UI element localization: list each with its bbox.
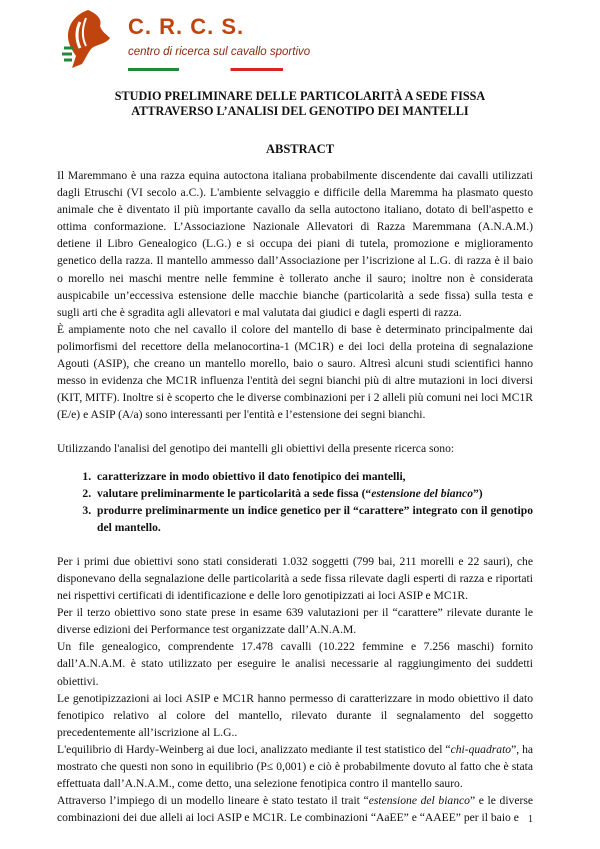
title-line-1: STUDIO PRELIMINARE DELLE PARTICOLARITÀ A SEDE FISSA <box>114 89 486 103</box>
list-item: 3. produrre preliminarmente un indice genetico per il “carattere” integrato con il genotipo del mantello. <box>94 502 533 536</box>
paragraph: L'equilibrio di Hardy-Weinberg ai due loci, analizzato mediante il test statistico del “chi-quadrato”, ha mostrato che questi non sono in equilibrio (P≤ 0,001) e ciò è probabilmente dovuto al fatto che è stata effettuata dall’A.N.A.M., come detto, una selezione fenotipica contro il mantello sauro. <box>57 742 534 791</box>
title-line-2: ATTRAVERSO L’ANALISI DEL GENOTIPO DEI MANTELLI <box>131 104 469 118</box>
logo-name: C. R. C. S. <box>128 14 245 39</box>
tricolor-line <box>128 68 283 71</box>
paragraph: Utilizzando l'analisi del genotipo dei mantelli gli obiettivi della presente ricerca sono: <box>57 442 455 456</box>
horse-head-logo-icon <box>58 8 116 72</box>
paragraph: Il Maremmano è una razza equina autoctona italiana probabilmente discendente dai cavalli utilizzati dagli Etruschi (VI secolo a.C.). L'ambiente selvaggio e difficile della Maremma ha plasmato questo animale che è diventato il più importante cavallo da sella autoctono italiano, dotato di bell'aspetto e ottima conformazione. L’Associazione Nazionale Allevatori di Razza Maremmana (A.N.A.M.) detiene il Libro Genealogico (L.G.) e si occupa dei piani di tutela, promozione e miglioramento genetico della razza. Il mantello ammesso dall’Associazione per l’iscrizione al L.G. di razza è il baio o morello nei maschi mentre nelle femmine è tollerato anche il sauro; inoltre non è considerata auspicabile un’eccessiva estensione delle macchie bianche (particolarità a sede fissa) sulla testa e sugli arti che è sgradita agli allevatori e mal valutata dai giudici e dagli esperti di razza. <box>57 169 533 319</box>
paragraph: Attraverso l’impiego di un modello lineare è stato testato il trait “estensione del bianco” e le diverse combinazioni dei due alleli ai loci ASIP e MC1R. Le combinazioni “AaEE” e “AAEE” per il baio e <box>57 794 534 825</box>
crcs-logo <box>58 8 311 72</box>
paragraph: Per i primi due obiettivi sono stati considerati 1.032 soggetti (799 bai, 211 morelli e 22 sauri), che disponevano della segnalazione delle particolarità a sede fissa rilevate dagli esperti di razza e riportati nei rispettivi certificati di identificazione e delle loro genotipizzati ai loci ASIP e MC1R. <box>57 554 533 603</box>
paragraph: È ampiamente noto che nel cavallo il colore del mantello di base è determinato principalmente dai polimorfismi del recettore della melanocortina-1 (MC1R) e dei loci della proteina di segnalazione Agouti (ASIP), che creano un mantello morello, baio o sauro. Altresì alcuni studi scientifici hanno messo in evidenza che MC1R influenza l'entità dei segni bianchi più di altre mutazioni in loci diversi (KIT, MITF). Inoltre si è scoperto che le diverse combinazioni per i 2 alleli più comuni nei loci MC1R (E/e) e ASIP (A/a) sono interessanti per l'entità e l’estensione dei segni bianchi. <box>57 322 533 422</box>
paragraph: Un file genealogico, comprendente 17.478 cavalli (10.222 femmine e 7.256 maschi) fornito dall’A.N.A.M. è stato utilizzato per eseguire le analisi necessarie al raggiungimento dei suddetti obiettivi. <box>57 640 533 688</box>
page-number: 1 <box>528 814 533 825</box>
paragraph: Per il terzo obiettivo sono state prese in esame 639 valutazioni per il “carattere” rilevate durante le diverse edizioni dei Performance test organizzate dall’A.N.A.M. <box>57 606 533 637</box>
abstract-body <box>57 167 533 826</box>
list-item: 2. valutare preliminarmente le particolarità a sede fissa (“estensione del bianco”) <box>94 485 533 502</box>
objectives-list <box>57 468 533 536</box>
document-title <box>40 89 560 119</box>
abstract-heading: ABSTRACT <box>265 142 335 156</box>
logo-subtitle: centro di ricerca sul cavallo sportivo <box>128 46 311 58</box>
paragraph: Le genotipizzazioni ai loci ASIP e MC1R hanno permesso di caratterizzare in modo obiettivo il dato fenotipico relativo al colore del mantello, rilevato durante il segnalamento del soggetto precedentemente all’iscrizione al L.G.. <box>57 691 533 739</box>
list-item: 1. caratterizzare in modo obiettivo il dato fenotipico dei mantelli, <box>94 468 533 485</box>
